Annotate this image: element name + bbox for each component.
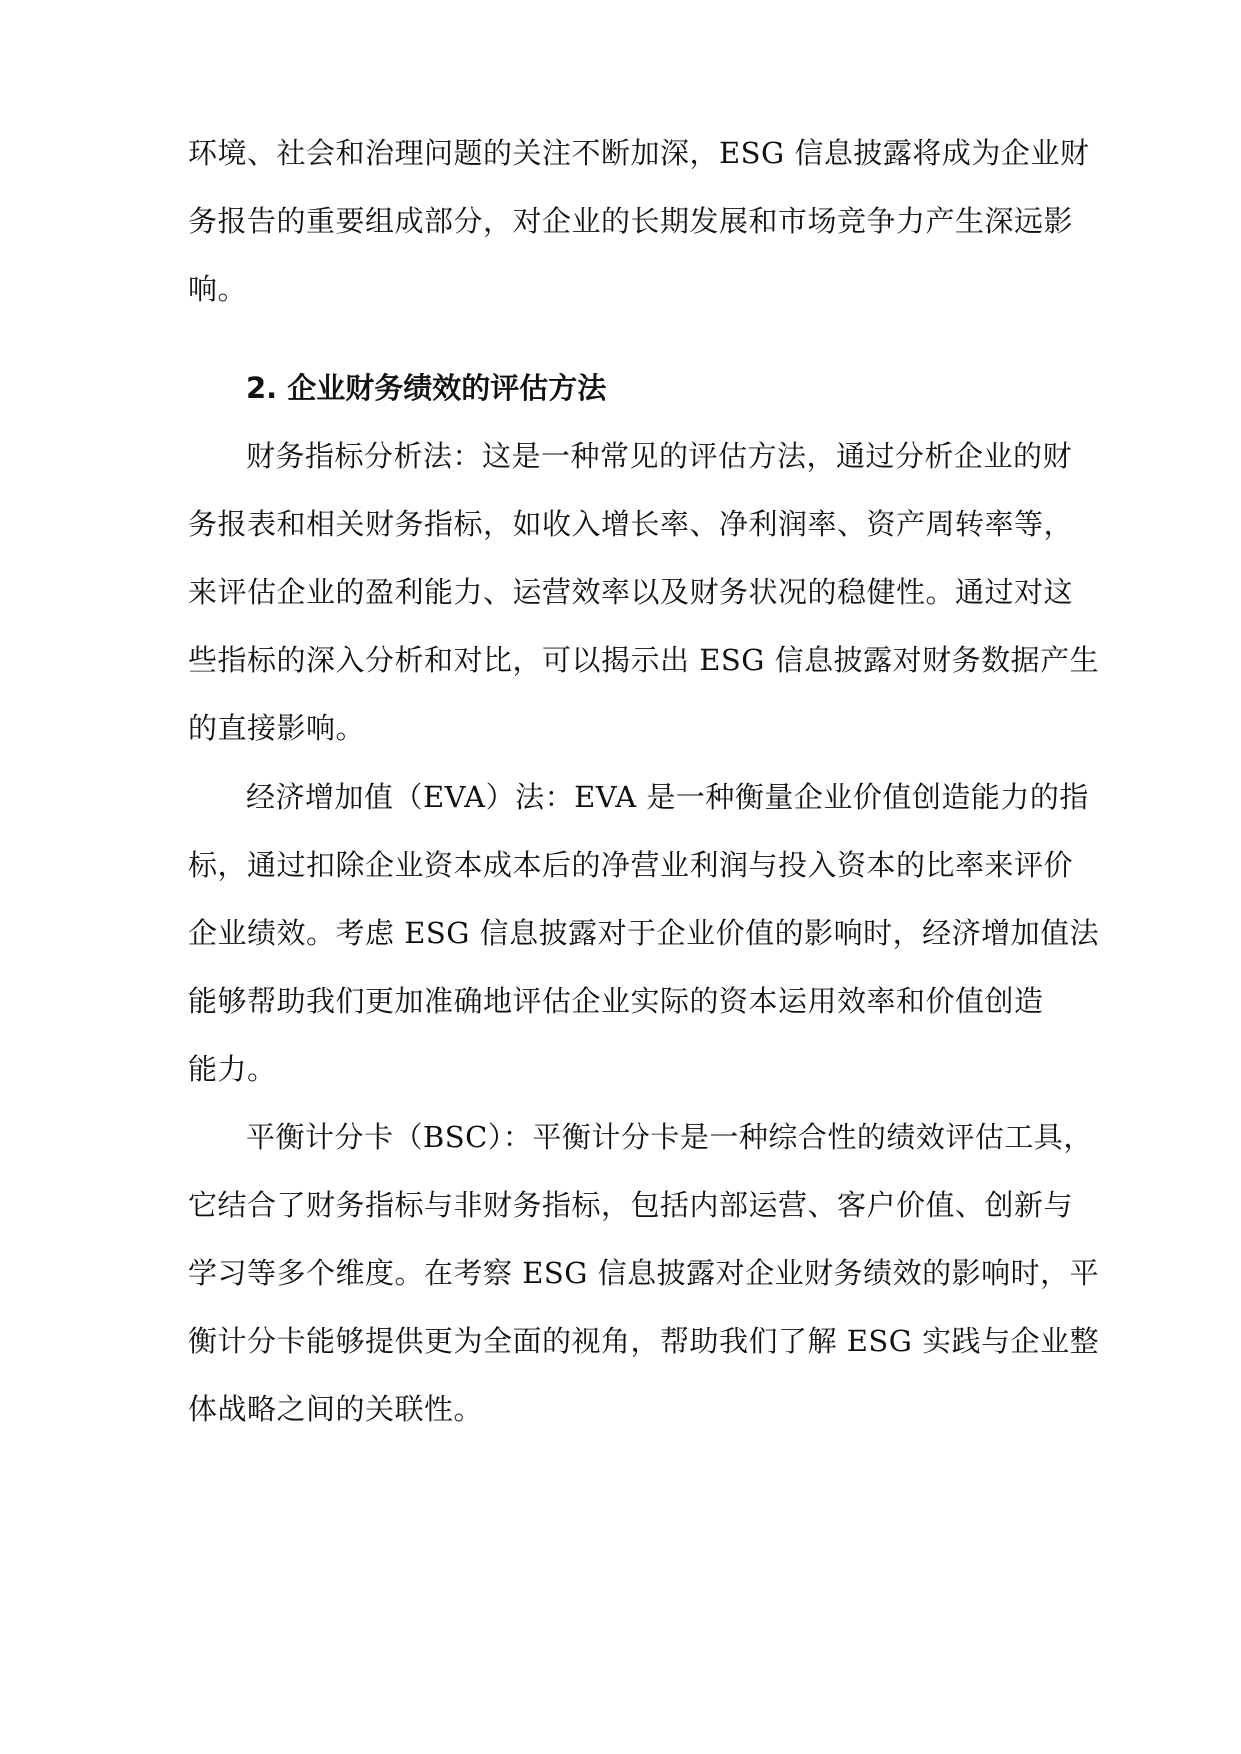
section-heading: 2. 企业财务绩效的评估方法: [246, 371, 607, 405]
paragraph-2-line-4: 能够帮助我们更加准确地评估企业实际的资本运用效率和价值创造: [188, 984, 1044, 1018]
intro-line-3: 响。: [188, 272, 248, 306]
paragraph-2-line-5: 能力。: [188, 1052, 277, 1086]
paragraph-3-line-2: 它结合了财务指标与非财务指标，包括内部运营、客户价值、创新与: [188, 1188, 1074, 1222]
paragraph-3-line-1: 平衡计分卡（BSC）：平衡计分卡是一种综合性的绩效评估工具，: [246, 1120, 1093, 1154]
paragraph-1-line-4: 些指标的深入分析和对比，可以揭示出 ESG 信息披露对财务数据产生: [188, 643, 1100, 677]
paragraph-1-line-5: 的直接影响。: [188, 711, 366, 745]
paragraph-3-line-5: 体战略之间的关联性。: [188, 1392, 484, 1426]
paragraph-1-line-3: 来评估企业的盈利能力、运营效率以及财务状况的稳健性。通过对这: [188, 575, 1074, 609]
paragraph-2-line-2: 标，通过扣除企业资本成本后的净营业利润与投入资本的比率来评价: [188, 848, 1074, 882]
intro-line-1: 环境、社会和治理问题的关注不断加深，ESG 信息披露将成为企业财: [188, 136, 1090, 170]
paragraph-1-line-1: 财务指标分析法：这是一种常见的评估方法，通过分析企业的财: [246, 439, 1073, 473]
paragraph-2-line-3: 企业绩效。考虑 ESG 信息披露对于企业价值的影响时，经济增加值法: [188, 916, 1100, 950]
paragraph-2-line-1: 经济增加值（EVA）法：EVA 是一种衡量企业价值创造能力的指: [246, 780, 1089, 814]
paragraph-1-line-2: 务报表和相关财务指标，如收入增长率、净利润率、资产周转率等，: [188, 507, 1074, 541]
paragraph-3-line-4: 衡计分卡能够提供更为全面的视角，帮助我们了解 ESG 实践与企业整: [188, 1324, 1100, 1358]
intro-line-2: 务报告的重要组成部分，对企业的长期发展和市场竞争力产生深远影: [188, 204, 1074, 238]
paragraph-3-line-3: 学习等多个维度。在考察 ESG 信息披露对企业财务绩效的影响时，平: [188, 1256, 1100, 1290]
